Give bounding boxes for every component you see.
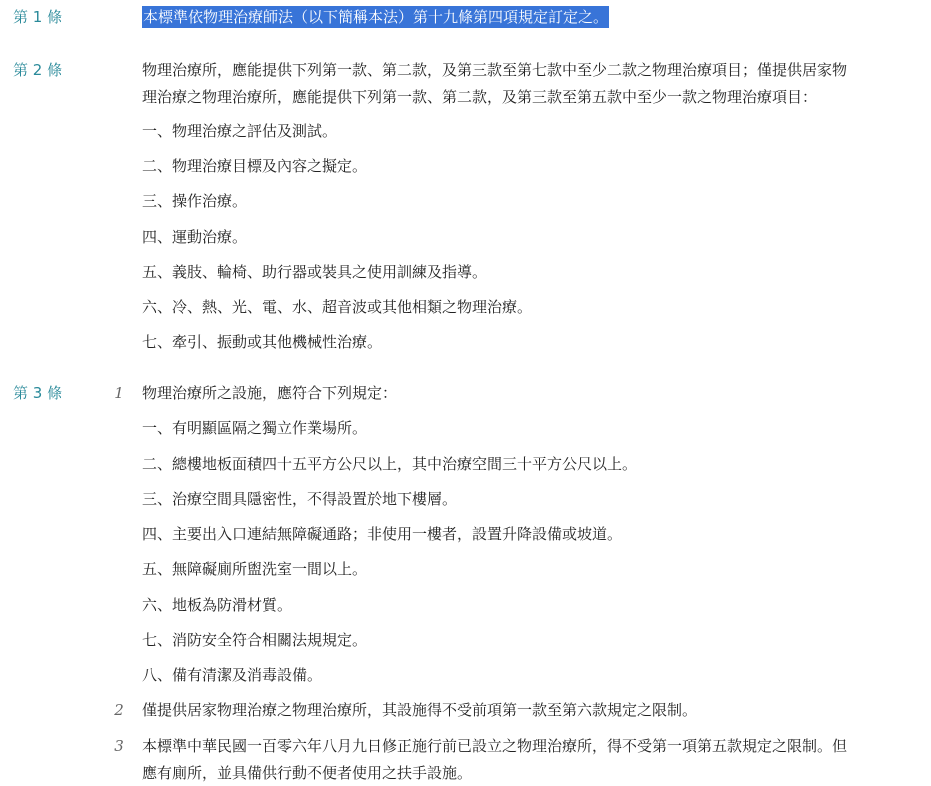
article-2-item-2: 二、物理治療目標及內容之擬定。: [142, 157, 368, 175]
article-number-3[interactable]: 第 3 條: [13, 384, 63, 402]
paragraph-number-1: 1: [114, 384, 124, 402]
article-3-item-5: 五、無障礙廁所盥洗室一間以上。: [142, 560, 368, 578]
paragraph-number-3: 3: [114, 737, 124, 755]
article-2-item-3: 三、操作治療。: [142, 192, 248, 210]
article-2-text-line-2: 理治療之物理治療所，應能提供下列第一款、第二款，及第三款至第五款中至少一款之物理治療項目：: [142, 88, 818, 106]
article-1-text: [142, 4, 609, 30]
article-3-item-2: 二、總樓地板面積四十五平方公尺以上，其中治療空間三十平方公尺以上。: [142, 455, 638, 473]
article-2-item-7: 七、牽引、振動或其他機械性治療。: [142, 333, 383, 351]
article-3-item-8: 八、備有清潔及消毒設備。: [142, 666, 323, 684]
article-2-text-line-1: 物理治療所，應能提供下列第一款、第二款，及第三款至第七款中至少二款之物理治療項目；僅提供居家物: [142, 61, 848, 79]
article-3-para-1-text: 物理治療所之設施，應符合下列規定：: [142, 384, 398, 402]
article-3-para-3-line-2: 應有廁所，並具備供行動不便者使用之扶手設施。: [142, 764, 473, 782]
article-2-item-5: 五、義肢、輪椅、助行器或裝具之使用訓練及指導。: [142, 263, 488, 281]
article-3-item-4: 四、主要出入口連結無障礙通路；非使用一樓者，設置升降設備或坡道。: [142, 525, 623, 543]
article-2-item-6: 六、冷、熱、光、電、水、超音波或其他相類之物理治療。: [142, 298, 533, 316]
selected-text[interactable]: 本標準依物理治療師法（以下簡稱本法）第十九條第四項規定訂定之。: [143, 8, 609, 26]
paragraph-number-2: 2: [114, 701, 124, 719]
article-3-para-2-text: 僅提供居家物理治療之物理治療所，其設施得不受前項第一款至第六款規定之限制。: [142, 701, 698, 719]
article-number-1[interactable]: 第 1 條: [13, 8, 63, 26]
article-3-item-7: 七、消防安全符合相關法規規定。: [142, 631, 368, 649]
article-2-item-1: 一、物理治療之評估及測試。: [142, 122, 338, 140]
article-2-item-4: 四、運動治療。: [142, 228, 248, 246]
article-3-item-3: 三、治療空間具隱密性，不得設置於地下樓層。: [142, 490, 458, 508]
article-number-2[interactable]: 第 2 條: [13, 61, 63, 79]
article-3-item-1: 一、有明顯區隔之獨立作業場所。: [142, 419, 368, 437]
article-3-item-6: 六、地板為防滑材質。: [142, 596, 293, 614]
article-3-para-3-line-1: 本標準中華民國一百零六年八月九日修正施行前已設立之物理治療所，得不受第一項第五款規定之限制。但: [142, 737, 848, 755]
